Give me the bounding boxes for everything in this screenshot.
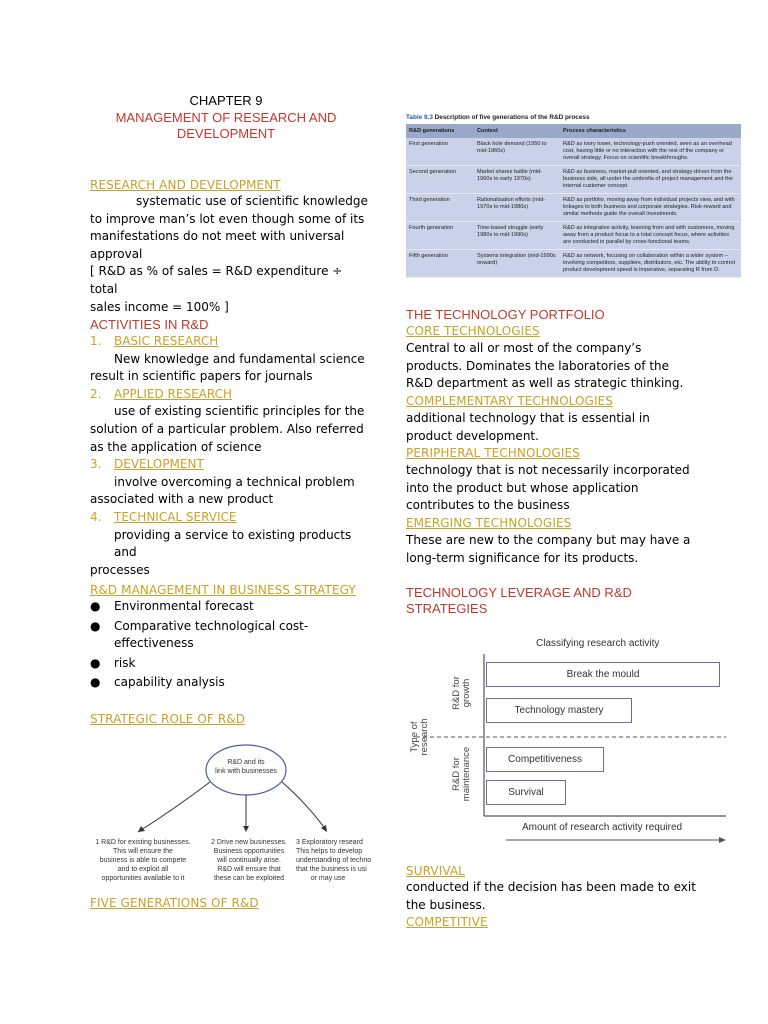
- competitive-heading: COMPETITIVE: [406, 915, 488, 929]
- table-cell: R&D as portfolio, moving away from individual projects view, and with linkages to both business and corporate strategies. Risk-reward and similar methods guide the overall investments.: [560, 194, 741, 222]
- table-header-row: [406, 124, 741, 138]
- activity-desc-line: processes: [90, 562, 150, 577]
- activity-desc-line: associated with a new product: [90, 492, 274, 507]
- chart-label-text: maintenance: [461, 746, 472, 802]
- chart-x-label: Amount of research activity required: [522, 822, 683, 833]
- chapter-title-line2: DEVELOPMENT: [176, 126, 276, 141]
- chapter-title-line1: MANAGEMENT OF RESEARCH AND: [115, 110, 337, 125]
- activity-desc-line: New knowledge and fundamental science: [114, 351, 365, 366]
- activity-item: [90, 456, 370, 474]
- body-line: into the product but whose application: [406, 480, 639, 495]
- body-line: product development.: [406, 428, 539, 443]
- body-line: R&D department as well as strategic thinking.: [406, 376, 684, 391]
- rd-def-line1: systematic use of scientific knowledge: [136, 194, 368, 208]
- generations-table-figure: [406, 114, 741, 278]
- list-item-text: Environmental forecast: [114, 599, 254, 613]
- emerging-text: [406, 532, 706, 567]
- table-cell: Rationalisation efforts (mid-1970s to mid-1980s): [474, 194, 560, 222]
- diagram-text: and to exploit all: [117, 866, 169, 873]
- bullet-icon: ●: [90, 655, 101, 670]
- peripheral-heading: PERIPHERAL TECHNOLOGIES: [406, 446, 580, 460]
- research-activity-chart: [406, 632, 738, 852]
- body-line: products. Dominates the laboratories of the: [406, 358, 670, 373]
- table-row: [406, 250, 741, 278]
- chart-label-text: R&D for: [451, 676, 462, 710]
- activity-num: 1.: [90, 334, 102, 348]
- table-cell: R&D as business, market-pull oriented, and strategy-driven from the business side, all under the umbrella of project management and the internal customer concept.: [560, 166, 741, 194]
- activity-desc-line: as the application of science: [90, 439, 262, 454]
- table-caption: [406, 114, 741, 121]
- activity-desc-line: providing a service to existing products and: [114, 527, 352, 560]
- activity-num: 3.: [90, 457, 102, 472]
- five-gen-heading: FIVE GENERATIONS OF R&D: [90, 896, 259, 910]
- rd-def-line3: manifestations do not meet with universal: [90, 229, 345, 244]
- diagram-text: understanding of techno: [296, 857, 372, 864]
- table-cell: Fifth generation: [406, 250, 474, 278]
- list-item-text: Comparative technological cost-: [114, 618, 309, 633]
- table-row: [406, 222, 741, 250]
- chart-label-type: [410, 714, 432, 760]
- table-cell: Second generation: [406, 166, 474, 194]
- diagram-text: R&D and its: [227, 759, 265, 766]
- activity-desc-line: result in scientific papers for journals: [90, 369, 313, 384]
- body-line: long-term significance for its products.: [406, 550, 639, 565]
- table-number: Table 9.3: [406, 114, 433, 121]
- table-header: R&D generations: [406, 124, 474, 138]
- diagram-text: that the business is usi: [296, 866, 367, 873]
- list-item: [90, 655, 370, 673]
- diagram-text: Business opportunities: [213, 848, 285, 855]
- peripheral-text: [406, 462, 706, 515]
- list-item-text: effectiveness: [114, 636, 194, 651]
- generations-table: [406, 124, 741, 278]
- chart-label-text: research: [419, 718, 430, 756]
- activities-heading: ACTIVITIES IN R&D: [90, 317, 209, 332]
- diagram-text: R&D will ensure that: [217, 866, 281, 873]
- list-item: [90, 618, 370, 653]
- activity-desc: [90, 351, 370, 386]
- body-line: Central to all or most of the company’s: [406, 341, 642, 355]
- diagram-text: will continually arise.: [217, 857, 281, 864]
- activity-num: 2.: [90, 386, 102, 401]
- bullet-icon: ●: [90, 675, 101, 690]
- activity-item: [90, 333, 370, 351]
- chart-title: Classifying research activity: [536, 638, 660, 649]
- activity-label: TECHNICAL SERVICE: [114, 509, 237, 524]
- diagram-text: 2 Drive new businesses.: [211, 839, 287, 846]
- heading-line: TECHNOLOGY LEVERAGE AND R&D: [406, 585, 632, 600]
- rd-formula-line2: sales income = 100% ]: [90, 299, 229, 314]
- activity-item: [90, 386, 370, 404]
- body-line: additional technology that is essential in: [406, 411, 650, 425]
- activity-label: DEVELOPMENT: [114, 457, 204, 472]
- table-cell: Fourth generation: [406, 222, 474, 250]
- portfolio-heading: THE TECHNOLOGY PORTFOLIO: [406, 307, 605, 322]
- table-row: [406, 166, 741, 194]
- table-row: [406, 194, 741, 222]
- diagram-text: This helps to develop: [296, 848, 363, 855]
- strategic-role-diagram: [88, 740, 372, 892]
- emerging-heading: EMERGING TECHNOLOGIES: [406, 516, 572, 530]
- rd-def-line2: to improve man’s lot even though some of its: [90, 211, 365, 226]
- rd-heading: RESEARCH AND DEVELOPMENT: [90, 178, 281, 192]
- chart-bar-competitiveness: Competitiveness: [486, 747, 604, 772]
- table-header: Context: [474, 124, 560, 138]
- activity-item: [90, 509, 370, 527]
- list-item: [90, 674, 370, 692]
- strategy-heading: R&D MANAGEMENT IN BUSINESS STRATEGY: [90, 583, 356, 597]
- diagram-center-label: [206, 758, 286, 776]
- rd-formula-line1: [ R&D as % of sales = R&D expenditure ÷ total: [90, 264, 343, 296]
- body-line: technology that is not necessarily incorporated: [406, 463, 690, 477]
- diagram-branch-2: [204, 838, 294, 883]
- rd-definition: [90, 193, 370, 316]
- diagram-branch-1: [88, 838, 198, 883]
- activity-label: APPLIED RESEARCH: [114, 386, 233, 401]
- table-cell: First generation: [406, 138, 474, 166]
- core-heading: CORE TECHNOLOGIES: [406, 324, 540, 338]
- table-cell: R&D as network, focusing on collaboration within a wider system – involving competitors, suppliers, distributors, etc. The ability to control product development speed is imperative, separating R from D.: [560, 250, 741, 278]
- table-row: [406, 138, 741, 166]
- activity-desc: [90, 527, 370, 580]
- bullet-icon: ●: [90, 599, 101, 613]
- bullet-icon: ●: [90, 618, 101, 633]
- table-cell: Black hole demand (1950 to mid-1960s): [474, 138, 560, 166]
- table-header: Process characteristics: [560, 124, 741, 138]
- body-line: contributes to the business: [406, 498, 570, 513]
- heading-line: STRATEGIES: [406, 601, 488, 616]
- diagram-text: these can be exploited: [213, 875, 285, 882]
- table-cell: Systems integration (mid-1990s onward): [474, 250, 560, 278]
- chart-label-text: growth: [461, 678, 472, 708]
- table-caption-text: Description of five generations of the R&D process: [434, 114, 590, 121]
- complementary-heading: COMPLEMENTARY TECHNOLOGIES: [406, 394, 613, 408]
- diagram-text: 1 R&D for existing businesses.: [95, 839, 191, 846]
- table-cell: Time-based struggle (early 1980s to mid-1990s): [474, 222, 560, 250]
- core-text: [406, 340, 696, 393]
- table-cell: R&D as ivory tower, technology-push oriented, seen as an overhead cost, having little or no interaction with the rest of the company or overall strategy. Focus on scientific breakthroughs.: [560, 138, 741, 166]
- rd-def-line4: approval: [90, 246, 143, 261]
- activity-desc-line: use of existing scientific principles for the: [114, 404, 365, 419]
- activity-desc: [90, 403, 370, 456]
- chart-bar-break-the-mould: Break the mould: [486, 662, 720, 687]
- diagram-branch-3: [296, 838, 372, 883]
- diagram-text: This will ensure the: [113, 848, 173, 855]
- activity-desc-line: solution of a particular problem. Also referred: [90, 421, 364, 436]
- diagram-text: 3 Exploratory researd: [296, 839, 363, 846]
- activity-desc-line: involve overcoming a technical problem: [114, 474, 355, 489]
- chart-bar-survival: Survival: [486, 780, 566, 805]
- body-line: conducted if the decision has been made to exit: [406, 880, 696, 894]
- activities-list: [90, 333, 370, 579]
- table-cell: Market shares battle (mid-1960s to early 1970s): [474, 166, 560, 194]
- diagram-text: business is able to compete: [99, 857, 187, 864]
- diagram-text: link with businesses: [215, 768, 277, 775]
- chart-label-maintenance: [452, 741, 474, 807]
- body-line: These are new to the company but may have a: [406, 533, 691, 547]
- list-item: [90, 598, 370, 616]
- survival-text: [406, 879, 716, 914]
- activity-label: BASIC RESEARCH: [114, 334, 219, 348]
- diagram-text: or may use: [310, 875, 346, 882]
- table-cell: R&D as integrative activity, learning from and with customers, moving away from a product focus to a total concept focus, where activities are conducted in parallel by cross-functional teams.: [560, 222, 741, 250]
- chart-label-growth: [452, 668, 474, 718]
- chart-label-text: Type of: [409, 721, 420, 753]
- activity-num: 4.: [90, 509, 102, 524]
- strategy-list: [90, 598, 370, 692]
- body-line: the business.: [406, 897, 486, 912]
- complementary-text: [406, 410, 696, 445]
- strategic-role-heading: STRATEGIC ROLE OF R&D: [90, 712, 246, 726]
- leverage-heading: [406, 585, 632, 617]
- chart-bar-technology-mastery: Technology mastery: [486, 698, 632, 723]
- list-item-text: capability analysis: [114, 675, 225, 690]
- chapter-label: CHAPTER 9: [189, 93, 263, 108]
- diagram-text: opportunities available to it: [101, 875, 185, 882]
- survival-heading: SURVIVAL: [406, 864, 465, 878]
- activity-desc: [90, 474, 370, 509]
- chart-label-text: R&D for: [451, 757, 462, 791]
- list-item-text: risk: [114, 655, 136, 670]
- chapter-title: [100, 110, 352, 142]
- table-cell: Third generation: [406, 194, 474, 222]
